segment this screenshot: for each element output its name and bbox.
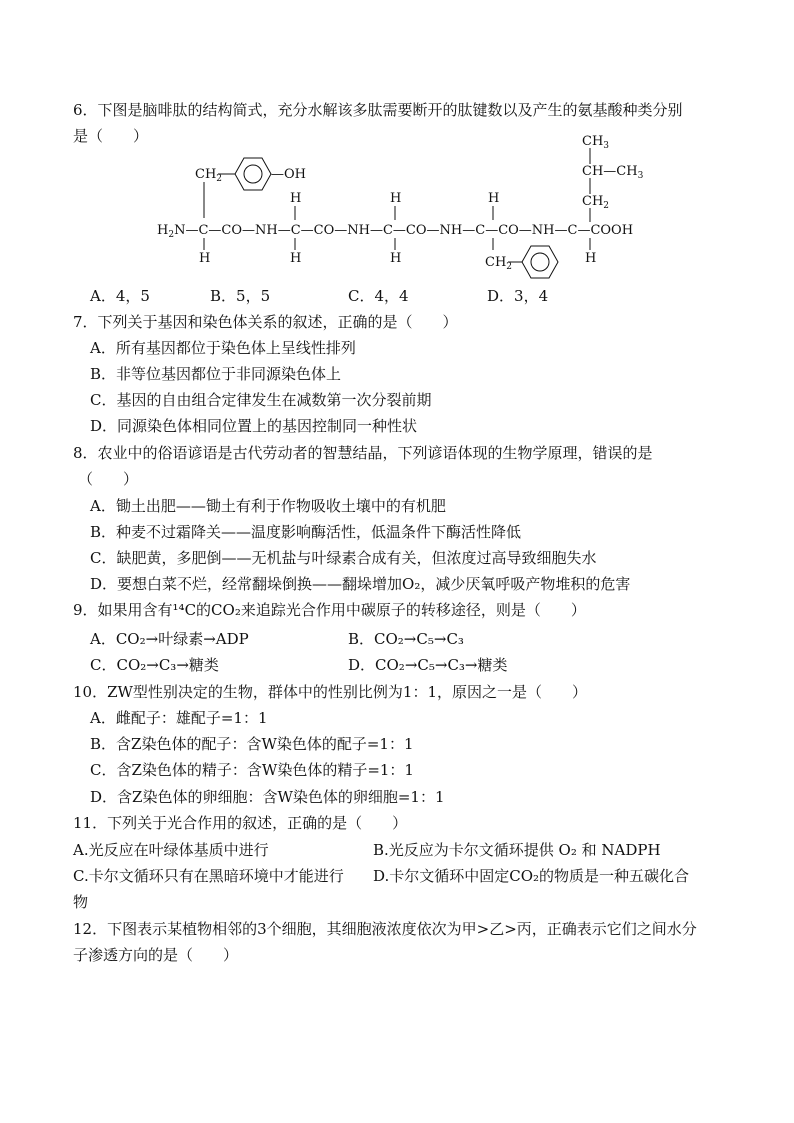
q6-option-a: A．4，5 [90, 287, 150, 305]
q10-option-b: B．含Z染色体的配子：含W染色体的配子=1：1 [90, 735, 414, 753]
q7-option-d: D．同源染色体相同位置上的基因控制同一种性状 [90, 417, 418, 435]
enkephalin-structure-diagram [150, 130, 670, 280]
q6-option-b: B．5，5 [210, 287, 271, 305]
q6-option-d: D．3，4 [487, 287, 549, 305]
q10-option-d: D．含Z染色体的卵细胞：含W染色体的卵细胞=1：1 [90, 788, 445, 806]
leu-ch2: $CH_2$ [582, 194, 610, 211]
q9-option-c: C．CO₂→C₃→糖类 [90, 656, 219, 674]
backbone-chain: $H_2N—C—CO—NH—C—CO—NH—C—CO—NH—C—CO—NH—C—COOH$ [157, 223, 634, 240]
benzene-ring-tyr [235, 158, 271, 190]
q11-stem: 11．下列关于光合作用的叙述，正确的是（ ） [73, 814, 408, 832]
q12-stem-line1: 12．下图表示某植物相邻的3个细胞，其细胞液浓度依次为甲>乙>丙，正确表示它们之间水分 [73, 920, 697, 938]
h-top-4: H [488, 191, 500, 206]
q6-option-c: C．4，4 [348, 287, 409, 305]
q7-option-b: B．非等位基因都位于非同源染色体上 [90, 365, 342, 383]
q9-option-a: A．CO₂→叶绿素→ADP [90, 630, 249, 648]
q11-option-b: B.光反应为卡尔文循环提供 O₂ 和 NADPH [373, 841, 661, 859]
leu-ch-ch3: $CH—CH_3$ [582, 164, 644, 181]
h-bottom-2: H [290, 251, 302, 266]
q7-stem: 7．下列关于基因和染色体关系的叙述，正确的是（ ） [73, 313, 458, 331]
tyr-oh: —OH [271, 167, 306, 182]
q10-stem: 10．ZW型性别决定的生物，群体中的性别比例为1：1，原因之一是（ ） [73, 683, 588, 701]
tyr-ch2: $CH_2$ [195, 167, 223, 184]
q11-option-d: D.卡尔文循环中固定CO₂的物质是一种五碳化合 [373, 867, 690, 885]
q8-stem: 8．农业中的俗语谚语是古代劳动者的智慧结晶，下列谚语体现的生物学原理，错误的是 [73, 444, 653, 462]
h-top-3: H [390, 191, 402, 206]
q9-option-b: B．CO₂→C₅→C₃ [348, 630, 464, 648]
q11-option-d-continued: 物 [73, 893, 89, 911]
q10-option-a: A．雌配子：雄配子=1：1 [90, 709, 268, 727]
q12-stem-line2: 子渗透方向的是（ ） [73, 946, 239, 964]
aromatic-circle [531, 253, 549, 271]
q9-option-d: D．CO₂→C₅→C₃→糖类 [348, 656, 508, 674]
h-bottom-5: H [585, 251, 597, 266]
h-bottom-1: H [199, 251, 211, 266]
q7-option-c: C．基因的自由组合定律发生在减数第一次分裂前期 [90, 391, 432, 409]
q8-option-d: D．要想白菜不烂，经常翻垛倒换——翻垛增加O₂，减少厌氧呼吸产物堆积的危害 [90, 575, 631, 593]
q8-option-a: A．锄土出肥——锄土有利于作物吸收土壤中的有机肥 [90, 497, 446, 515]
leu-ch3-top: $CH_3$ [582, 134, 610, 151]
q11-option-a: A.光反应在叶绿体基质中进行 [73, 841, 269, 859]
q9-stem: 9．如果用含有¹⁴C的CO₂来追踪光合作用中碳原子的转移途径，则是（ ） [73, 601, 586, 619]
q8-option-b: B．种麦不过霜降关——温度影响酶活性，低温条件下酶活性降低 [90, 523, 522, 541]
q8-option-c: C．缺肥黄，多肥倒——无机盐与叶绿素合成有关，但浓度过高导致细胞失水 [90, 549, 597, 567]
h-top-2: H [290, 191, 302, 206]
phe-ch2: $CH_2$ [485, 255, 513, 272]
q6-stem-line2: 是（ ） [73, 127, 149, 145]
q11-option-c: C.卡尔文循环只有在黑暗环境中才能进行 [73, 867, 344, 885]
aromatic-circle [244, 165, 262, 183]
benzene-ring-phe [522, 246, 558, 278]
q6-stem-line1: 6．下图是脑啡肽的结构简式，充分水解该多肽需要断开的肽键数以及产生的氨基酸种类分别 [73, 101, 683, 119]
h-bottom-3: H [390, 251, 402, 266]
q8-stem-bracket: （ ） [78, 470, 139, 488]
q10-option-c: C．含Z染色体的精子：含W染色体的精子=1：1 [90, 761, 414, 779]
q7-option-a: A．所有基因都位于染色体上呈线性排列 [90, 339, 356, 357]
